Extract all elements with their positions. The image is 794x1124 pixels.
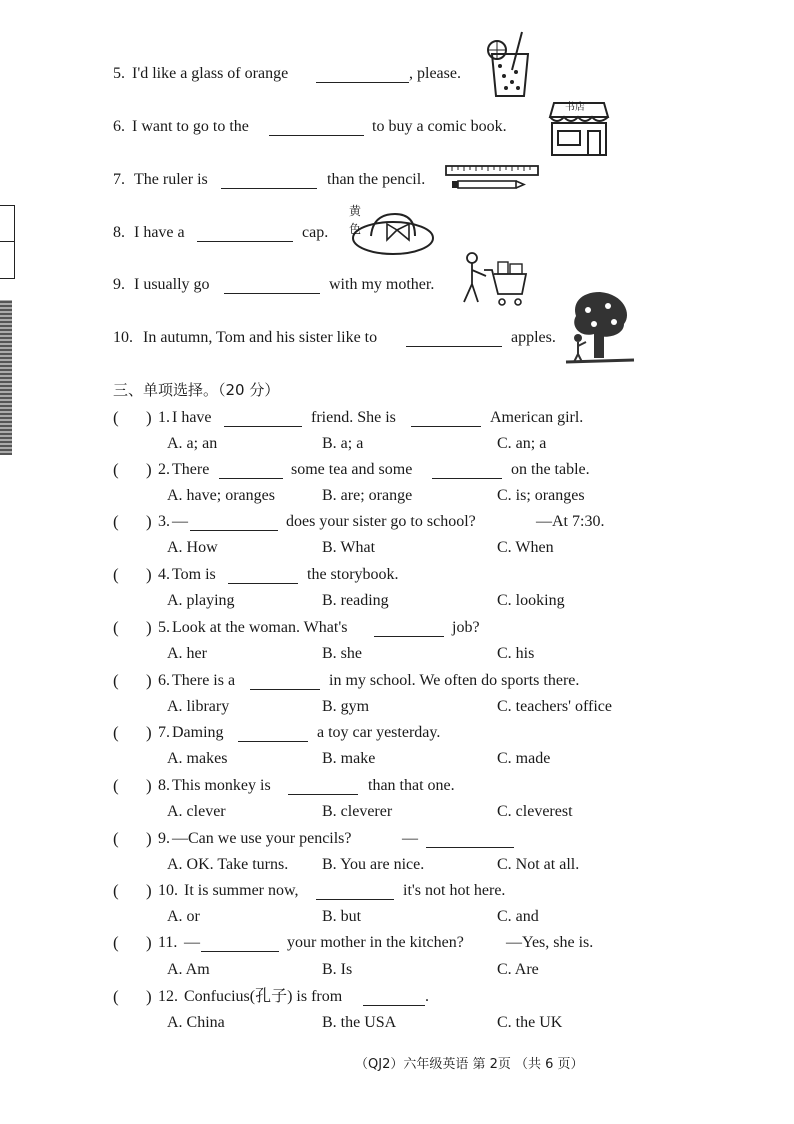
option-b[interactable]: B. the USA (322, 1014, 397, 1031)
answer-blank[interactable] (316, 64, 409, 83)
option-row (0, 851, 794, 879)
bookstore-icon (544, 97, 614, 157)
option-b[interactable]: B. reading (322, 592, 389, 609)
answer-slot[interactable] (120, 508, 144, 532)
question-row (0, 456, 794, 484)
option-c[interactable]: C. made (497, 750, 551, 767)
question-text: friend. She is (311, 409, 396, 426)
answer-slot[interactable] (120, 404, 144, 428)
question-number: 11. (158, 934, 178, 951)
color-hint: 黄色 (349, 204, 362, 236)
answer-blank[interactable] (190, 512, 278, 531)
option-c[interactable]: C. looking (497, 592, 565, 609)
answer-paren-open: ( (113, 565, 119, 584)
question-number: 2. (158, 461, 170, 478)
item-text: with my mother. (329, 276, 435, 293)
footer-text: （QJ2）六年级英语 第 2页 （共 6 页） (355, 1057, 584, 1072)
option-c[interactable]: C. his (497, 645, 535, 662)
answer-paren-close: ) (146, 987, 152, 1006)
question-number: 10. (158, 882, 178, 899)
ruler-pencil-icon (444, 164, 540, 194)
item-text: apples. (511, 329, 556, 346)
fill-item-10 (0, 324, 794, 352)
answer-paren-open: ( (113, 618, 119, 637)
fill-item-7 (0, 166, 794, 194)
answer-blank[interactable] (228, 565, 298, 584)
question-number: 1. (158, 409, 170, 426)
answer-slot[interactable] (120, 614, 144, 638)
answer-paren-open: ( (113, 512, 119, 531)
option-a[interactable]: A. clever (167, 803, 226, 820)
answer-paren-open: ( (113, 671, 119, 690)
item-number: 7. (113, 171, 125, 188)
answer-paren-open: ( (113, 987, 119, 1006)
answer-blank[interactable] (221, 170, 317, 189)
yellow-cap-icon (343, 202, 435, 258)
answer-paren-close: ) (146, 881, 152, 900)
answer-paren-close: ) (146, 565, 152, 584)
bookstore-sign: 书店 (565, 102, 585, 113)
option-row (0, 798, 794, 826)
question-text: Tom is (172, 566, 216, 583)
option-a[interactable]: A. OK. Take turns. (167, 856, 289, 873)
option-c[interactable]: C. teachers' office (497, 698, 612, 715)
answer-blank[interactable] (363, 987, 425, 1006)
option-row (0, 430, 794, 458)
apple-tree-icon (564, 286, 636, 366)
option-a[interactable]: A. her (167, 645, 207, 662)
question-text: This monkey is (172, 777, 271, 794)
question-row (0, 719, 794, 747)
option-b[interactable]: B. What (322, 539, 376, 556)
question-text: It is summer now, (184, 882, 299, 899)
shopping-cart-icon (458, 250, 528, 308)
question-text: it's not hot here. (403, 882, 506, 899)
answer-blank[interactable] (224, 275, 320, 294)
option-a[interactable]: A. or (167, 908, 200, 925)
answer-slot[interactable] (120, 929, 144, 953)
question-text: There is a (172, 672, 236, 689)
question-row (0, 929, 794, 957)
answer-blank[interactable] (201, 933, 279, 952)
question-text: job? (452, 619, 480, 636)
item-number: 5. (113, 65, 125, 82)
section-title: 三、单项选择。（20 分） (113, 381, 280, 399)
answer-slot[interactable] (120, 772, 144, 796)
option-c[interactable]: C. When (497, 539, 554, 556)
answer-paren-close: ) (146, 671, 152, 690)
question-text: Look at the woman. What's (172, 619, 348, 636)
answer-paren-open: ( (113, 723, 119, 742)
fill-item-5 (0, 60, 794, 88)
question-text: — (172, 513, 188, 530)
item-text: In autumn, Tom and his sister like to (143, 329, 378, 346)
fill-item-9 (0, 271, 794, 299)
answer-paren-close: ) (146, 933, 152, 952)
option-b[interactable]: B. cleverer (322, 803, 393, 820)
option-b[interactable]: B. You are nice. (322, 856, 425, 873)
item-number: 6. (113, 118, 125, 135)
question-number: 8. (158, 777, 170, 794)
option-c[interactable]: C. cleverest (497, 803, 573, 820)
section-heading (0, 376, 794, 404)
question-text: than that one. (368, 777, 455, 794)
question-text: some tea and some (291, 461, 413, 478)
answer-blank[interactable] (374, 618, 444, 637)
question-text: your mother in the kitchen? (287, 934, 464, 951)
item-number: 10. (113, 329, 133, 346)
item-text: I usually go (134, 276, 210, 293)
question-text: American girl. (490, 409, 584, 426)
answer-blank[interactable] (411, 408, 481, 427)
question-text: — (184, 934, 200, 951)
answer-paren-close: ) (146, 829, 152, 848)
question-text: —At 7:30. (536, 513, 605, 530)
answer-paren-close: ) (146, 460, 152, 479)
option-a[interactable]: A. makes (167, 750, 228, 767)
question-row (0, 825, 794, 853)
answer-blank[interactable] (426, 829, 514, 848)
option-row (0, 640, 794, 668)
question-row (0, 877, 794, 905)
item-number: 9. (113, 276, 125, 293)
option-a[interactable]: A. library (167, 698, 230, 715)
question-text: does your sister go to school? (286, 513, 476, 530)
question-row (0, 561, 794, 589)
answer-slot[interactable] (120, 561, 144, 585)
option-a[interactable]: A. a; an (167, 435, 218, 452)
orange-juice-icon (482, 30, 538, 100)
answer-blank[interactable] (288, 776, 358, 795)
item-text: I want to go to the (132, 118, 249, 135)
question-text: on the table. (511, 461, 590, 478)
option-c[interactable]: C. the UK (497, 1014, 563, 1031)
question-number: 4. (158, 566, 170, 583)
option-row (0, 534, 794, 562)
question-text: a toy car yesterday. (317, 724, 441, 741)
item-text: I have a (134, 224, 185, 241)
answer-paren-close: ) (146, 512, 152, 531)
fill-item-6 (0, 113, 794, 141)
question-row (0, 772, 794, 800)
answer-paren-close: ) (146, 408, 152, 427)
item-text: I'd like a glass of orange (132, 65, 289, 82)
option-b[interactable]: B. gym (322, 698, 370, 715)
option-row (0, 482, 794, 510)
item-text: than the pencil. (327, 171, 426, 188)
option-a[interactable]: A. playing (167, 592, 235, 609)
item-text: cap. (302, 224, 329, 241)
question-row (0, 983, 794, 1011)
answer-slot[interactable] (120, 877, 144, 901)
item-text: The ruler is (134, 171, 208, 188)
option-c[interactable]: C. and (497, 908, 539, 925)
option-b[interactable]: B. she (322, 645, 362, 662)
option-row (0, 745, 794, 773)
answer-blank[interactable] (224, 408, 302, 427)
question-number: 6. (158, 672, 170, 689)
item-text: , please. (409, 65, 461, 82)
option-b[interactable]: B. but (322, 908, 362, 925)
question-row (0, 404, 794, 432)
question-number: 3. (158, 513, 170, 530)
option-row (0, 903, 794, 931)
question-text: — (402, 830, 418, 847)
answer-paren-open: ( (113, 829, 119, 848)
option-c[interactable]: C. an; a (497, 435, 547, 452)
question-text: There (172, 461, 210, 478)
option-b[interactable]: B. a; a (322, 435, 364, 452)
question-number: 9. (158, 830, 170, 847)
answer-slot[interactable] (120, 719, 144, 743)
question-row (0, 614, 794, 642)
option-a[interactable]: A. Am (167, 961, 210, 978)
question-text: I have (172, 409, 212, 426)
answer-paren-open: ( (113, 408, 119, 427)
question-text: . (425, 988, 429, 1005)
answer-blank[interactable] (406, 328, 502, 347)
option-row (0, 693, 794, 721)
option-a[interactable]: A. China (167, 1014, 225, 1031)
question-row (0, 667, 794, 695)
option-row (0, 956, 794, 984)
answer-paren-close: ) (146, 618, 152, 637)
answer-slot[interactable] (120, 667, 144, 691)
page-footer (0, 1051, 794, 1079)
answer-paren-open: ( (113, 933, 119, 952)
question-row (0, 508, 794, 536)
answer-paren-open: ( (113, 881, 119, 900)
option-b[interactable]: B. are; orange (322, 487, 413, 504)
answer-slot[interactable] (120, 825, 144, 849)
item-text: to buy a comic book. (372, 118, 507, 135)
answer-blank[interactable] (250, 671, 320, 690)
question-text: the storybook. (307, 566, 399, 583)
option-a[interactable]: A. How (167, 539, 218, 556)
option-c[interactable]: C. is; oranges (497, 487, 585, 504)
answer-blank[interactable] (316, 881, 394, 900)
answer-blank[interactable] (197, 223, 293, 242)
option-b[interactable]: B. Is (322, 961, 353, 978)
question-text: in my school. We often do sports there. (329, 672, 580, 689)
question-text: Daming (172, 724, 224, 741)
answer-blank[interactable] (219, 460, 283, 479)
option-c[interactable]: C. Are (497, 961, 539, 978)
item-number: 8. (113, 224, 125, 241)
answer-paren-open: ( (113, 776, 119, 795)
question-text: Confucius(孔子) is from (184, 988, 343, 1005)
option-c[interactable]: C. Not at all. (497, 856, 580, 873)
answer-blank[interactable] (432, 460, 502, 479)
answer-paren-close: ) (146, 723, 152, 742)
answer-paren-open: ( (113, 460, 119, 479)
question-number: 7. (158, 724, 170, 741)
answer-blank[interactable] (238, 723, 308, 742)
option-row (0, 1009, 794, 1037)
question-number: 5. (158, 619, 170, 636)
option-row (0, 587, 794, 615)
option-a[interactable]: A. have; oranges (167, 487, 275, 504)
answer-slot[interactable] (120, 983, 144, 1007)
question-number: 12. (158, 988, 178, 1005)
answer-blank[interactable] (269, 117, 364, 136)
answer-slot[interactable] (120, 456, 144, 480)
question-text: —Can we use your pencils? (172, 830, 352, 847)
answer-paren-close: ) (146, 776, 152, 795)
option-b[interactable]: B. make (322, 750, 376, 767)
question-text: —Yes, she is. (506, 934, 594, 951)
